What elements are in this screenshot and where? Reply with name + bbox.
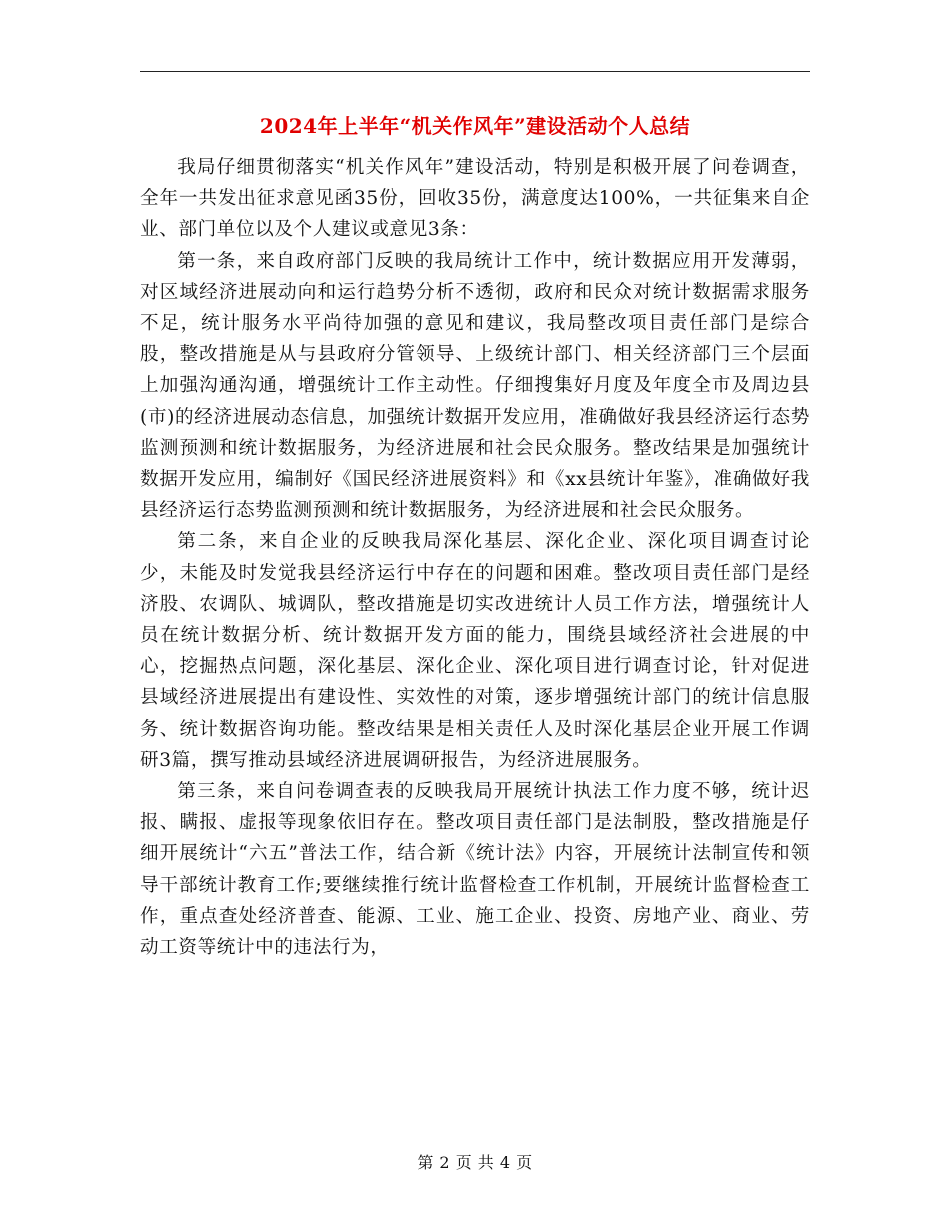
header-rule — [140, 71, 810, 72]
document-body — [140, 104, 810, 963]
paragraph-item-3: 第三条，来自问卷调查表的反映我局开展统计执法工作力度不够，统计迟报、瞒报、虚报等现象依旧存在。整改项目责任部门是法制股，整改措施是仔细开展统计“六五”普法工作，结合新《统计法》内容，开展统计法制宣传和领导干部统计教育工作;要继续推行统计监督检查工作机制，开展统计监督检查工作，重点查处经济普查、能源、工业、施工企业、投资、房地产业、商业、劳动工资等统计中的违法行为， — [140, 781, 810, 959]
document-title: 2024年上半年“机关作风年”建设活动个人总结 — [259, 114, 691, 138]
paragraph-intro: 我局仔细贯彻落实“机关作风年”建设活动，特别是积极开展了问卷调查，全年一共发出征求意见函35份，回收35份，满意度达100%，一共征集来自企业、部门单位以及个人建议或意见3条： — [140, 157, 810, 241]
paragraph-item-1: 第一条，来自政府部门反映的我局统计工作中，统计数据应用开发薄弱，对区域经济进展动向和运行趋势分析不透彻，政府和民众对统计数据需求服务不足，统计服务水平尚待加强的意见和建议，我局整改项目责任部门是综合股，整改措施是从与县政府分管领导、上级统计部门、相关经济部门三个层面上加强沟通沟通，增强统计工作主动性。仔细搜集好月度及年度全市及周边县(市)的经济进展动态信息，加强统计数据开发应用，准确做好我县经济运行态势监测预测和统计数据服务，为经济进展和社会民众服务。整改结果是加强统计数据开发应用，编制好《国民经济进展资料》和《xx县统计年鉴》，准确做好我县经济运行态势监测预测和统计数据服务，为经济进展和社会民众服务。 — [140, 250, 810, 522]
page-number: 第 2 页 共 4 页 — [417, 1153, 533, 1172]
paragraph-item-2: 第二条，来自企业的反映我局深化基层、深化企业、深化项目调查讨论少，未能及时发觉我县经济运行中存在的问题和困难。整改项目责任部门是经济股、农调队、城调队，整改措施是切实改进统计人员工作方法，增强统计人员在统计数据分析、统计数据开发方面的能力，围绕县域经济社会进展的中心，挖掘热点问题，深化基层、深化企业、深化项目进行调查讨论，针对促进县域经济进展提出有建设性、实效性的对策，逐步增强统计部门的统计信息服务、统计数据咨询功能。整改结果是相关责任人及时深化基层企业开展工作调研3篇，撰写推动县域经济进展调研报告，为经济进展服务。 — [140, 531, 810, 771]
